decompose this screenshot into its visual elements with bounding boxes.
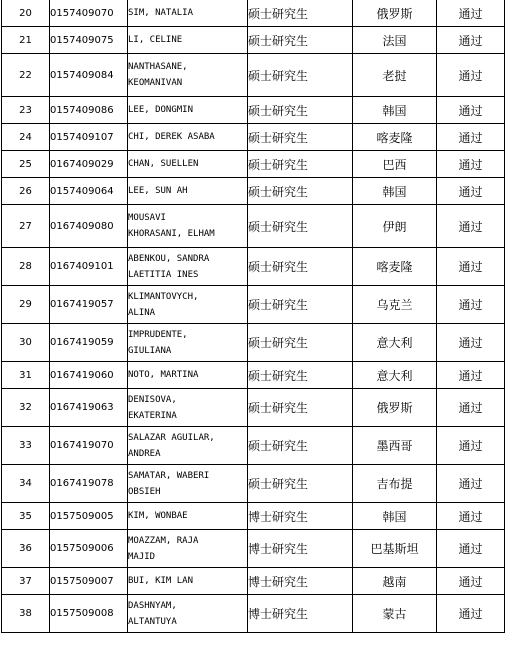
student-id-cell: 0167419059 xyxy=(50,324,128,362)
roster-body xyxy=(2,0,505,633)
student-name-cell: KLIMANTOVYCH, ALINA xyxy=(128,286,248,324)
degree-level-cell: 硕士研究生 xyxy=(248,97,353,124)
student-roster-table xyxy=(1,0,505,633)
student-id-cell: 0167419070 xyxy=(50,427,128,465)
row-number-cell: 34 xyxy=(2,465,50,503)
table-row xyxy=(2,124,505,151)
row-number-cell: 38 xyxy=(2,595,50,633)
student-id-cell: 0167419078 xyxy=(50,465,128,503)
degree-level-cell: 硕士研究生 xyxy=(248,151,353,178)
student-name-cell: IMPRUDENTE, GIULIANA xyxy=(128,324,248,362)
table-row xyxy=(2,178,505,205)
review-status-cell: 通过 xyxy=(437,503,505,530)
review-status-cell: 通过 xyxy=(437,324,505,362)
country-cell: 韩国 xyxy=(353,178,437,205)
row-number-cell: 20 xyxy=(2,0,50,27)
student-name-cell: NOTO, MARTINA xyxy=(128,362,248,389)
table-row xyxy=(2,286,505,324)
review-status-cell: 通过 xyxy=(437,248,505,286)
review-status-cell: 通过 xyxy=(437,595,505,633)
table-row xyxy=(2,595,505,633)
student-id-cell: 0157409064 xyxy=(50,178,128,205)
row-number-cell: 32 xyxy=(2,389,50,427)
degree-level-cell: 硕士研究生 xyxy=(248,427,353,465)
country-cell: 巴基斯坦 xyxy=(353,530,437,568)
review-status-cell: 通过 xyxy=(437,530,505,568)
review-status-cell: 通过 xyxy=(437,27,505,54)
student-id-cell: 0157409070 xyxy=(50,0,128,27)
row-number-cell: 21 xyxy=(2,27,50,54)
student-name-cell: MOAZZAM, RAJA MAJID xyxy=(128,530,248,568)
review-status-cell: 通过 xyxy=(437,205,505,248)
country-cell: 老挝 xyxy=(353,54,437,97)
degree-level-cell: 硕士研究生 xyxy=(248,286,353,324)
country-cell: 意大利 xyxy=(353,324,437,362)
table-row xyxy=(2,465,505,503)
student-id-cell: 0167419063 xyxy=(50,389,128,427)
degree-level-cell: 博士研究生 xyxy=(248,595,353,633)
table-row xyxy=(2,427,505,465)
student-id-cell: 0157409084 xyxy=(50,54,128,97)
review-status-cell: 通过 xyxy=(437,427,505,465)
degree-level-cell: 硕士研究生 xyxy=(248,362,353,389)
student-id-cell: 0157509006 xyxy=(50,530,128,568)
review-status-cell: 通过 xyxy=(437,97,505,124)
country-cell: 蒙古 xyxy=(353,595,437,633)
table-row xyxy=(2,362,505,389)
degree-level-cell: 硕士研究生 xyxy=(248,0,353,27)
degree-level-cell: 硕士研究生 xyxy=(248,324,353,362)
country-cell: 法国 xyxy=(353,27,437,54)
degree-level-cell: 硕士研究生 xyxy=(248,248,353,286)
student-name-cell: SIM, NATALIA xyxy=(128,0,248,27)
country-cell: 俄罗斯 xyxy=(353,0,437,27)
student-id-cell: 0157509007 xyxy=(50,568,128,595)
country-cell: 喀麦隆 xyxy=(353,124,437,151)
student-id-cell: 0167409080 xyxy=(50,205,128,248)
student-id-cell: 0157409107 xyxy=(50,124,128,151)
review-status-cell: 通过 xyxy=(437,465,505,503)
row-number-cell: 28 xyxy=(2,248,50,286)
row-number-cell: 33 xyxy=(2,427,50,465)
student-name-cell: LI, CELINE xyxy=(128,27,248,54)
review-status-cell: 通过 xyxy=(437,54,505,97)
table-row xyxy=(2,324,505,362)
student-name-cell: KIM, WONBAE xyxy=(128,503,248,530)
table-row xyxy=(2,205,505,248)
student-name-cell: MOUSAVI KHORASANI, ELHAM xyxy=(128,205,248,248)
row-number-cell: 31 xyxy=(2,362,50,389)
student-name-cell: SALAZAR AGUILAR, ANDREA xyxy=(128,427,248,465)
student-name-cell: CHI, DEREK ASABA xyxy=(128,124,248,151)
degree-level-cell: 博士研究生 xyxy=(248,503,353,530)
table-row xyxy=(2,530,505,568)
country-cell: 巴西 xyxy=(353,151,437,178)
degree-level-cell: 博士研究生 xyxy=(248,568,353,595)
student-name-cell: DENISOVA, EKATERINA xyxy=(128,389,248,427)
country-cell: 吉布提 xyxy=(353,465,437,503)
student-id-cell: 0157409075 xyxy=(50,27,128,54)
student-id-cell: 0157409086 xyxy=(50,97,128,124)
row-number-cell: 30 xyxy=(2,324,50,362)
student-name-cell: SAMATAR, WABERI OBSIEH xyxy=(128,465,248,503)
student-name-cell: LEE, DONGMIN xyxy=(128,97,248,124)
student-id-cell: 0157509005 xyxy=(50,503,128,530)
table-row xyxy=(2,97,505,124)
student-id-cell: 0167409029 xyxy=(50,151,128,178)
row-number-cell: 29 xyxy=(2,286,50,324)
degree-level-cell: 硕士研究生 xyxy=(248,178,353,205)
student-name-cell: LEE, SUN AH xyxy=(128,178,248,205)
row-number-cell: 27 xyxy=(2,205,50,248)
degree-level-cell: 硕士研究生 xyxy=(248,465,353,503)
row-number-cell: 25 xyxy=(2,151,50,178)
table-row xyxy=(2,0,505,27)
country-cell: 喀麦隆 xyxy=(353,248,437,286)
row-number-cell: 37 xyxy=(2,568,50,595)
country-cell: 俄罗斯 xyxy=(353,389,437,427)
table-row xyxy=(2,568,505,595)
table-row xyxy=(2,151,505,178)
country-cell: 伊朗 xyxy=(353,205,437,248)
country-cell: 越南 xyxy=(353,568,437,595)
row-number-cell: 36 xyxy=(2,530,50,568)
row-number-cell: 24 xyxy=(2,124,50,151)
degree-level-cell: 硕士研究生 xyxy=(248,205,353,248)
row-number-cell: 26 xyxy=(2,178,50,205)
review-status-cell: 通过 xyxy=(437,286,505,324)
degree-level-cell: 硕士研究生 xyxy=(248,124,353,151)
row-number-cell: 22 xyxy=(2,54,50,97)
review-status-cell: 通过 xyxy=(437,568,505,595)
degree-level-cell: 博士研究生 xyxy=(248,530,353,568)
student-id-cell: 0167419057 xyxy=(50,286,128,324)
review-status-cell: 通过 xyxy=(437,389,505,427)
table-row xyxy=(2,389,505,427)
country-cell: 韩国 xyxy=(353,97,437,124)
table-row xyxy=(2,54,505,97)
degree-level-cell: 硕士研究生 xyxy=(248,27,353,54)
review-status-cell: 通过 xyxy=(437,124,505,151)
review-status-cell: 通过 xyxy=(437,362,505,389)
review-status-cell: 通过 xyxy=(437,151,505,178)
student-name-cell: DASHNYAM, ALTANTUYA xyxy=(128,595,248,633)
country-cell: 意大利 xyxy=(353,362,437,389)
student-id-cell: 0167419060 xyxy=(50,362,128,389)
student-name-cell: ABENKOU, SANDRA LAETITIA INES xyxy=(128,248,248,286)
student-name-cell: BUI, KIM LAN xyxy=(128,568,248,595)
student-name-cell: NANTHASANE, KEOMANIVAN xyxy=(128,54,248,97)
degree-level-cell: 硕士研究生 xyxy=(248,54,353,97)
review-status-cell: 通过 xyxy=(437,178,505,205)
table-row xyxy=(2,248,505,286)
student-name-cell: CHAN, SUELLEN xyxy=(128,151,248,178)
student-id-cell: 0167409101 xyxy=(50,248,128,286)
row-number-cell: 35 xyxy=(2,503,50,530)
review-status-cell: 通过 xyxy=(437,0,505,27)
table-row xyxy=(2,503,505,530)
row-number-cell: 23 xyxy=(2,97,50,124)
student-id-cell: 0157509008 xyxy=(50,595,128,633)
table-row xyxy=(2,27,505,54)
degree-level-cell: 硕士研究生 xyxy=(248,389,353,427)
country-cell: 韩国 xyxy=(353,503,437,530)
country-cell: 乌克兰 xyxy=(353,286,437,324)
country-cell: 墨西哥 xyxy=(353,427,437,465)
